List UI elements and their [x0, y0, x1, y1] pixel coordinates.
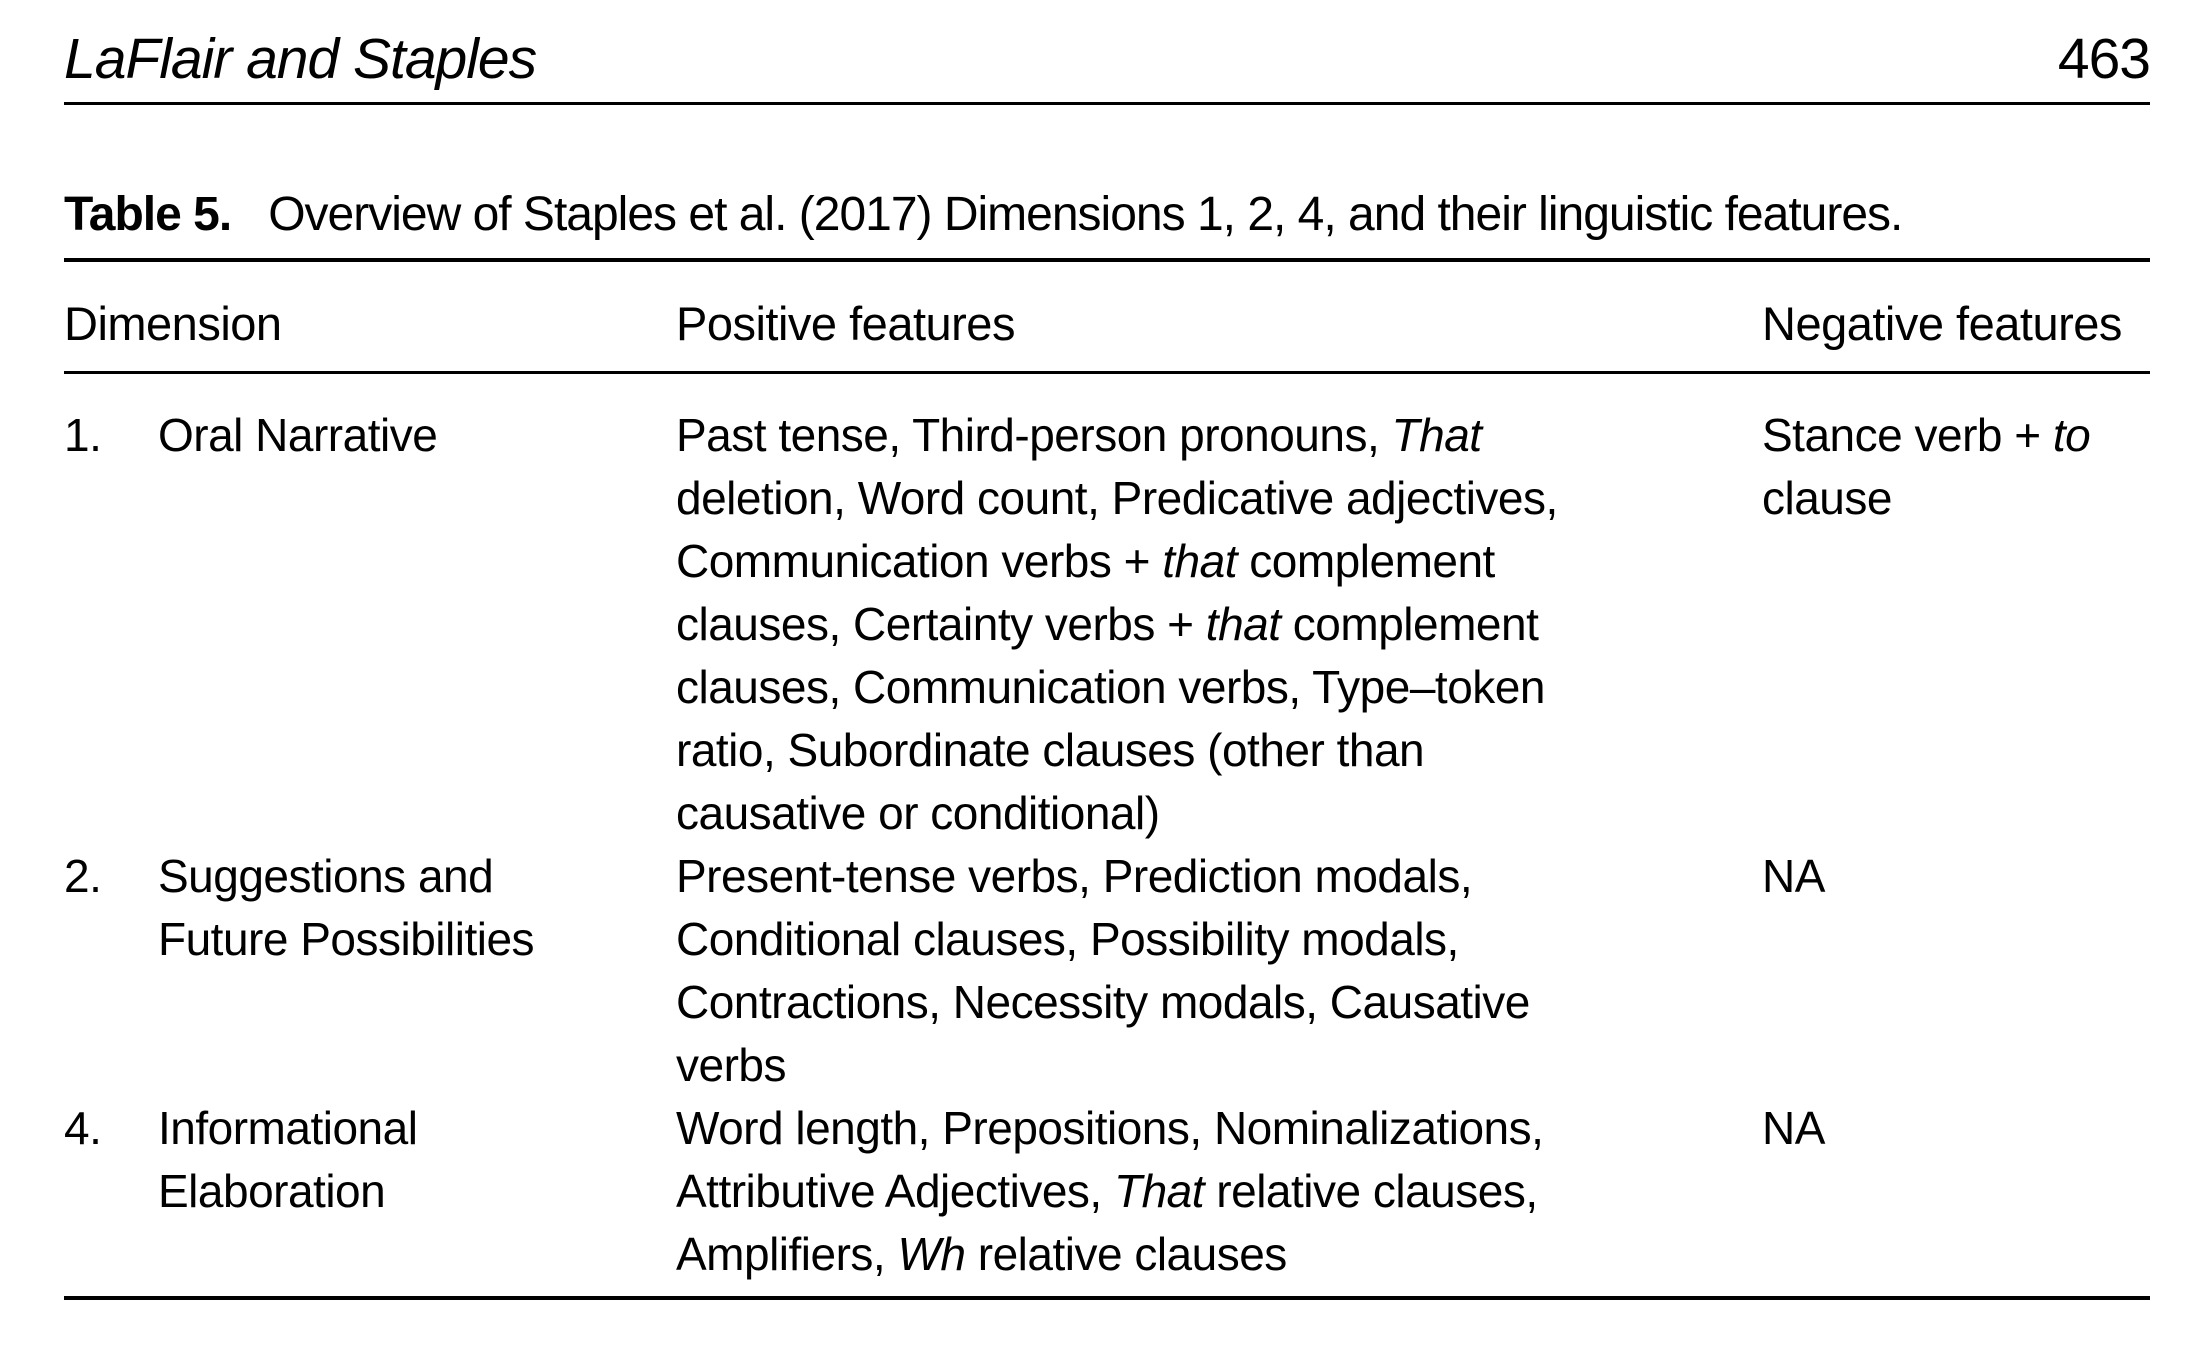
italic-text-segment: to — [2052, 409, 2091, 461]
text-line — [676, 1223, 1762, 1286]
text-line — [676, 1034, 1762, 1097]
text-segment: verbs — [676, 1039, 786, 1091]
table-body — [64, 374, 2150, 1300]
text-segment: complement — [1237, 535, 1495, 587]
text-line — [158, 908, 676, 971]
text-line — [1762, 404, 2150, 467]
text-line — [676, 719, 1762, 782]
dimension-number: 1. — [64, 409, 102, 461]
positive-features-cell — [676, 404, 1762, 845]
dimension-name — [158, 845, 676, 971]
column-header-dimension: Dimension — [64, 297, 282, 350]
negative-features-cell — [1762, 1097, 2150, 1160]
positive-features-cell — [676, 845, 1762, 1097]
text-segment: deletion, Word count, Predicative adjectives, — [676, 472, 1558, 524]
dimension-number: 4. — [64, 1102, 102, 1154]
running-head — [64, 0, 2150, 105]
text-segment: clauses, Certainty verbs + — [676, 598, 1206, 650]
text-segment: Stance verb + — [1762, 409, 2053, 461]
column-header-positive-features: Positive features — [676, 297, 1015, 350]
text-segment: ratio, Subordinate clauses (other than — [676, 724, 1425, 776]
text-segment: Future Possibilities — [158, 913, 535, 965]
text-line — [676, 1160, 1762, 1223]
text-segment: complement — [1280, 598, 1539, 650]
text-line — [676, 593, 1762, 656]
text-segment: relative clauses, — [1204, 1165, 1538, 1217]
table-header-row — [64, 262, 2150, 374]
table-caption-text: Overview of Staples et al. (2017) Dimensions 1, 2, 4, and their linguistic features. — [268, 188, 1903, 241]
dimension-cell — [64, 1097, 676, 1223]
text-segment: causative or conditional) — [676, 787, 1160, 839]
text-line — [158, 1097, 676, 1160]
text-segment: Amplifiers, — [676, 1228, 898, 1280]
italic-text-segment: Wh — [897, 1228, 966, 1280]
text-segment: Communication verbs + — [676, 535, 1163, 587]
text-line — [158, 1160, 676, 1223]
dimension-number: 2. — [64, 850, 102, 902]
text-line — [1762, 1097, 2150, 1160]
text-line — [676, 530, 1762, 593]
text-segment: Conditional clauses, Possibility modals, — [676, 913, 1459, 965]
text-line — [676, 467, 1762, 530]
text-line — [158, 845, 676, 908]
table-row — [64, 1097, 2150, 1286]
text-line — [676, 404, 1762, 467]
text-line — [158, 404, 676, 467]
dimension-name — [158, 404, 676, 467]
table — [64, 258, 2150, 1300]
italic-text-segment: That — [1113, 1165, 1205, 1217]
text-segment: NA — [1762, 1102, 1825, 1154]
text-segment: Elaboration — [158, 1165, 386, 1217]
negative-features-cell — [1762, 404, 2150, 530]
table-caption — [64, 187, 2150, 242]
text-segment: Present-tense verbs, Prediction modals, — [676, 850, 1473, 902]
text-segment: Attributive Adjectives, — [676, 1165, 1114, 1217]
page-number: 463 — [2057, 27, 2150, 91]
text-line — [676, 1097, 1762, 1160]
running-head-authors: LaFlair and Staples — [64, 27, 537, 91]
table-caption-label: Table 5. — [64, 188, 232, 241]
italic-text-segment: that — [1205, 598, 1281, 650]
text-segment: Informational — [158, 1102, 418, 1154]
caption-spacer — [244, 188, 269, 241]
text-line — [676, 656, 1762, 719]
text-segment: Oral Narrative — [158, 409, 438, 461]
text-line — [676, 908, 1762, 971]
positive-features-cell — [676, 1097, 1762, 1286]
italic-text-segment: That — [1391, 409, 1482, 461]
negative-features-cell — [1762, 845, 2150, 908]
text-segment: NA — [1762, 850, 1825, 902]
text-line — [676, 782, 1762, 845]
text-segment: relative clauses — [965, 1228, 1287, 1280]
text-line — [676, 845, 1762, 908]
text-segment: clauses, Communication verbs, Type–token — [676, 661, 1545, 713]
text-segment: Contractions, Necessity modals, Causative — [676, 976, 1530, 1028]
text-segment: clause — [1762, 472, 1892, 524]
dimension-cell — [64, 845, 676, 971]
table-row — [64, 404, 2150, 845]
column-header-negative-features: Negative features — [1762, 297, 2122, 350]
italic-text-segment: that — [1162, 535, 1237, 587]
table-row — [64, 845, 2150, 1097]
text-line — [676, 971, 1762, 1034]
dimension-name — [158, 1097, 676, 1223]
text-line — [1762, 467, 2150, 530]
text-segment: Past tense, Third-person pronouns, — [676, 409, 1392, 461]
text-segment: Word length, Prepositions, Nominalizations, — [676, 1102, 1544, 1154]
text-line — [1762, 845, 2150, 908]
text-segment: Suggestions and — [158, 850, 494, 902]
dimension-cell — [64, 404, 676, 467]
